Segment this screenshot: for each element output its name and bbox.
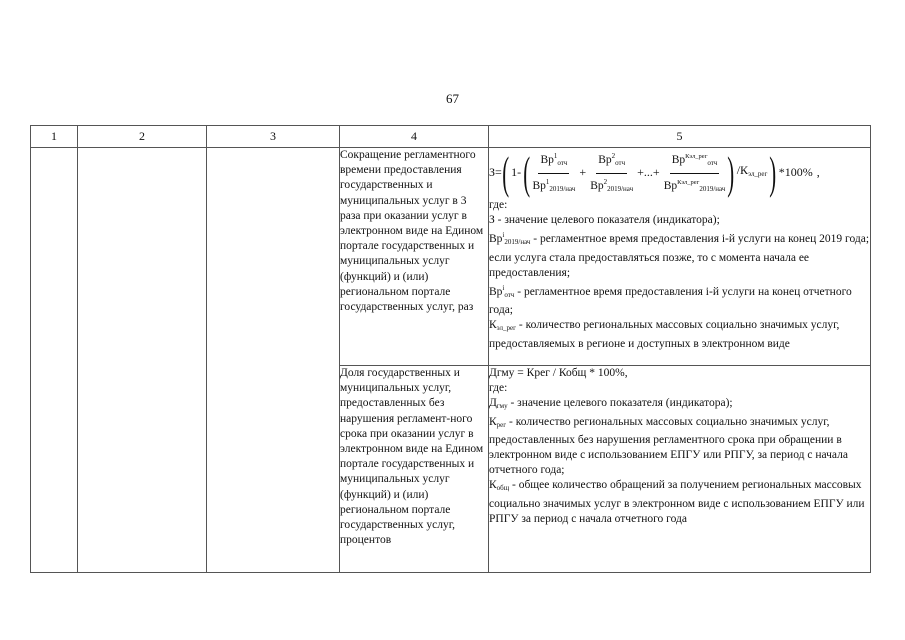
frac-sup: 2 xyxy=(603,177,608,186)
where-label: где: xyxy=(489,199,508,211)
header-cell-2: 2 xyxy=(78,126,207,148)
frac-sup: 1 xyxy=(545,177,550,186)
page-number: 67 xyxy=(446,91,459,106)
header-cell-5: 5 xyxy=(489,126,871,148)
fraction-n xyxy=(664,149,726,196)
definition: З - значение целевого показателя (индикатора); xyxy=(489,214,720,227)
formula-tail: *100% xyxy=(778,165,813,180)
header-cell-4: 4 xyxy=(340,126,489,148)
formula-one-minus: 1- xyxy=(511,165,522,180)
frac-sym: Вр xyxy=(598,154,612,167)
frac-sup: 1 xyxy=(553,152,558,161)
formula-div: $/К_{эл\_рег}$ xyxy=(736,163,768,179)
formula-line: Дгму = Крег / Кобщ * 100%, xyxy=(489,367,628,379)
indicator-table xyxy=(30,125,871,573)
frac-sup: Кэл_рег xyxy=(677,178,700,186)
frac-sub: отч xyxy=(707,159,718,168)
where-label: где: xyxy=(489,382,508,395)
table-row xyxy=(31,148,871,366)
frac-sym: Вр xyxy=(663,179,678,192)
formula xyxy=(489,148,870,198)
definition: $Вр^i_{2019/нач}$ - регламентное время предоставления i-й услуги на конец 2019 года; если услуга стала предоставляться позже, то с момента начала ее предоставления; xyxy=(489,231,870,279)
header-cell-3: 3 xyxy=(207,126,340,148)
frac-sym: Вр xyxy=(532,179,546,192)
fraction-1 xyxy=(532,149,575,196)
empty-cell-1 xyxy=(31,148,78,573)
frac-sup: 2 xyxy=(611,152,616,161)
paren-open-icon: ( xyxy=(501,147,509,198)
frac-sym: Вр xyxy=(590,179,604,192)
definition: $К_{общ}$ - общее количество обращений за получением региональных массовых социально значимых услуг в электронном виде с использованием ЕПГУ или РПГУ за период с начала отчетного года xyxy=(489,479,865,525)
formula-cell xyxy=(489,148,871,366)
definition: $К_{рег}$ - количество региональных массовых социально значимых услуг, предоставленных без нарушения регламентного срока при обращении в электронном виде с использованием ЕПГУ или РПГУ, за период с начала отчетного года; xyxy=(489,415,848,477)
frac-sub: 2019/нач xyxy=(607,184,634,193)
formula-lhs: З= xyxy=(489,165,502,180)
paren-open-icon: ( xyxy=(523,147,531,198)
frac-sym: Вр xyxy=(540,154,554,167)
header-cell-1: 1 xyxy=(31,126,78,148)
definition: $Вр^i_{отч}$ - регламентное время предоставления i-й услуги на конец отчетного года; xyxy=(489,284,852,317)
definition: $К_{эл\_рег}$ - количество региональных массовых социально значимых услуг, предоставляемых в регионе и доступных в электронном виде xyxy=(489,319,840,350)
formula-cell xyxy=(489,366,871,573)
formula-plus: + xyxy=(579,165,587,180)
indicator-name: Доля государственных и муниципальных услуг, предоставленных без нарушения регламент-ного срока при оказании услуг в электронном виде на Едином портале государственных и муниципальных услуг (функций) и (или) региональном портале государственных услуг, процентов xyxy=(340,366,489,573)
table-header-row xyxy=(31,126,871,148)
frac-sub: 2019/нач xyxy=(699,184,726,193)
formula-comma: , xyxy=(816,165,820,180)
indicator-name: Сокращение регламентного времени предоставления государственных и муниципальных услуг в 3 раза при оказании услуг в электронном виде на Едином портале государственных и муниципальных услуг (функций) и (или) региональном портале государственных услуг, раз xyxy=(340,148,489,366)
paren-close-icon: ) xyxy=(727,147,735,198)
empty-cell-3 xyxy=(207,148,340,573)
frac-sym: Вр xyxy=(671,154,686,167)
frac-sup: Кэл_рег xyxy=(685,153,708,161)
fraction-2 xyxy=(590,149,633,196)
frac-sub: отч xyxy=(615,159,626,168)
definition: $Д_{гму}$ - значение целевого показателя (индикатора); xyxy=(489,397,733,411)
frac-sub: отч xyxy=(557,159,568,168)
paren-close-icon: ) xyxy=(769,147,777,198)
frac-sub: 2019/нач xyxy=(549,184,576,193)
empty-cell-2 xyxy=(78,148,207,573)
formula-ellipsis: +...+ xyxy=(637,165,660,180)
